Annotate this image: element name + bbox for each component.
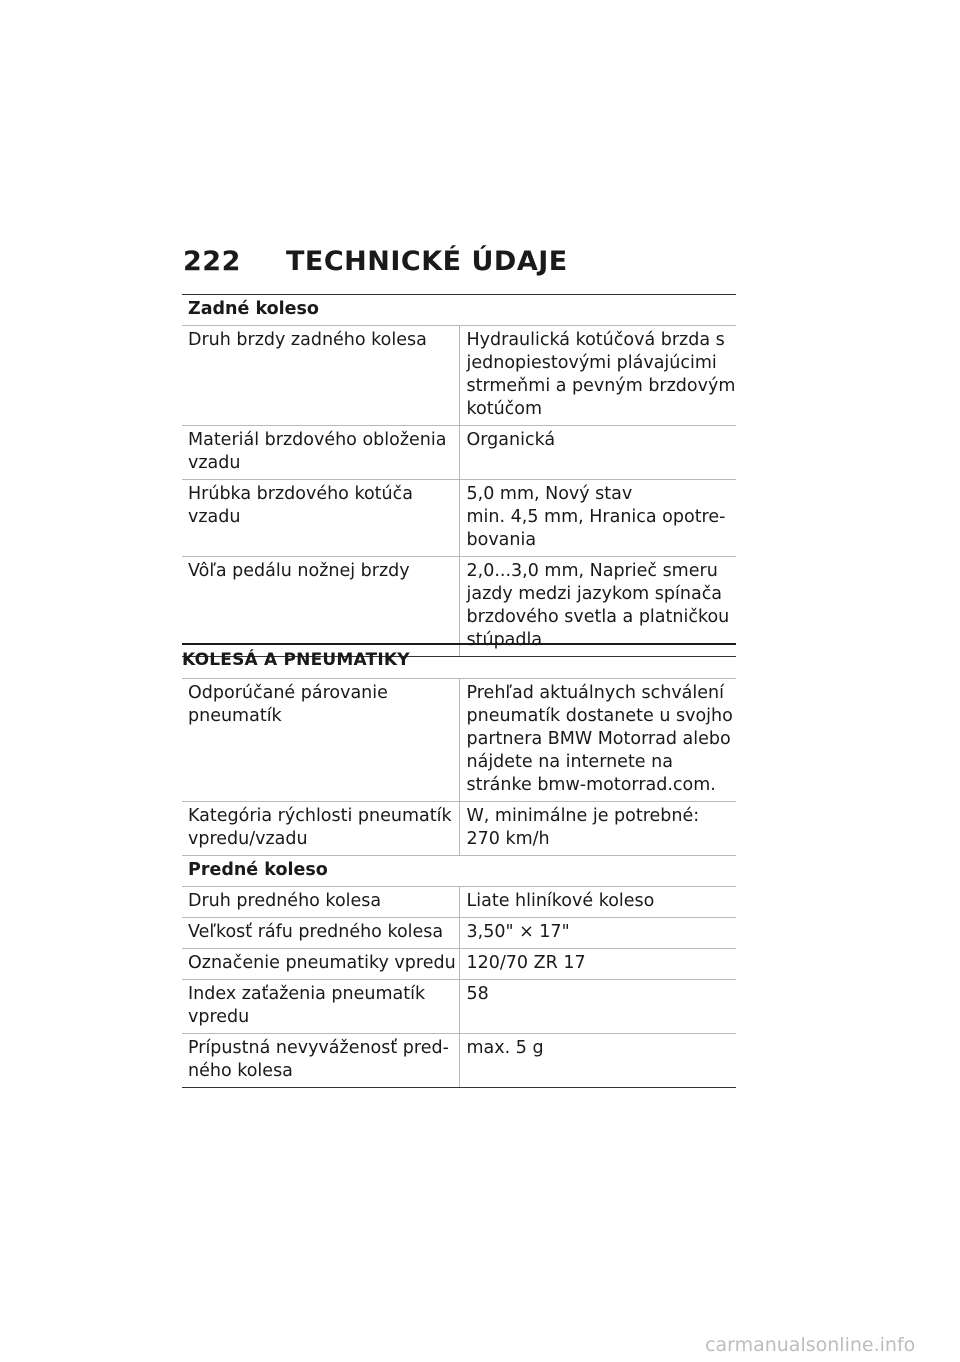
section-heading: KOLESÁ A PNEUMATIKY [182, 643, 736, 670]
table-row [182, 557, 736, 657]
row-value: Prehľad aktuálnych schválení pneumatík dostanete u svojho partnera BMW Motorrad alebo nájdete na internete na stránke bmw-motorrad.com. [459, 679, 736, 802]
table-row [182, 887, 736, 918]
row-value: max. 5 g [459, 1034, 736, 1088]
row-label: Kategória rýchlosti pneumatík vpredu/vzadu [182, 802, 459, 856]
row-label: Označenie pneumatiky vpredu [182, 949, 459, 980]
row-value: 58 [459, 980, 736, 1034]
table-row [182, 980, 736, 1034]
table-row [182, 1034, 736, 1088]
row-value: 120/70 ZR 17 [459, 949, 736, 980]
table-row [182, 949, 736, 980]
row-label: Veľkosť ráfu predného kolesa [182, 918, 459, 949]
row-value: 5,0 mm, Nový stav min. 4,5 mm, Hranica opotre-bovania [459, 480, 736, 557]
table-row [182, 326, 736, 426]
row-value: Liate hliníkové koleso [459, 887, 736, 918]
rear-wheel-table [182, 294, 736, 657]
row-value: W, minimálne je potrebné: 270 km/h [459, 802, 736, 856]
wheels-tires-table [182, 678, 736, 1088]
row-label: Vôľa pedálu nožnej brzdy [182, 557, 459, 657]
row-value: Hydraulická kotúčová brzda s jednopiestovými plávajúcimi strmeňmi a pevným brzdovým kotúčom [459, 326, 736, 426]
page-header [183, 246, 568, 277]
rear-wheel-heading: Zadné koleso [182, 295, 736, 326]
table-row [182, 426, 736, 480]
watermark: carmanualsonline.info [705, 1334, 916, 1356]
row-label: Odporúčané párovanie pneumatík [182, 679, 459, 802]
table-row [182, 918, 736, 949]
page-title: TECHNICKÉ ÚDAJE [286, 246, 568, 277]
table-row [182, 802, 736, 856]
table-subheading-row [182, 295, 736, 326]
row-value: 2,0...3,0 mm, Naprieč smeru jazdy medzi jazykom spínača brzdového svetla a platničkou stúpadla [459, 557, 736, 657]
table-subheading-row [182, 856, 736, 887]
row-label: Prípustná nevyváženosť pred-ného kolesa [182, 1034, 459, 1088]
row-label: Druh predného kolesa [182, 887, 459, 918]
row-label: Index zaťaženia pneumatík vpredu [182, 980, 459, 1034]
table-row [182, 480, 736, 557]
row-value: Organická [459, 426, 736, 480]
row-label: Hrúbka brzdového kotúča vzadu [182, 480, 459, 557]
table-row [182, 679, 736, 802]
row-label: Druh brzdy zadného kolesa [182, 326, 459, 426]
front-wheel-heading: Predné koleso [182, 856, 736, 887]
page-number: 222 [183, 246, 241, 277]
row-label: Materiál brzdového obloženia vzadu [182, 426, 459, 480]
row-value: 3,50" × 17" [459, 918, 736, 949]
